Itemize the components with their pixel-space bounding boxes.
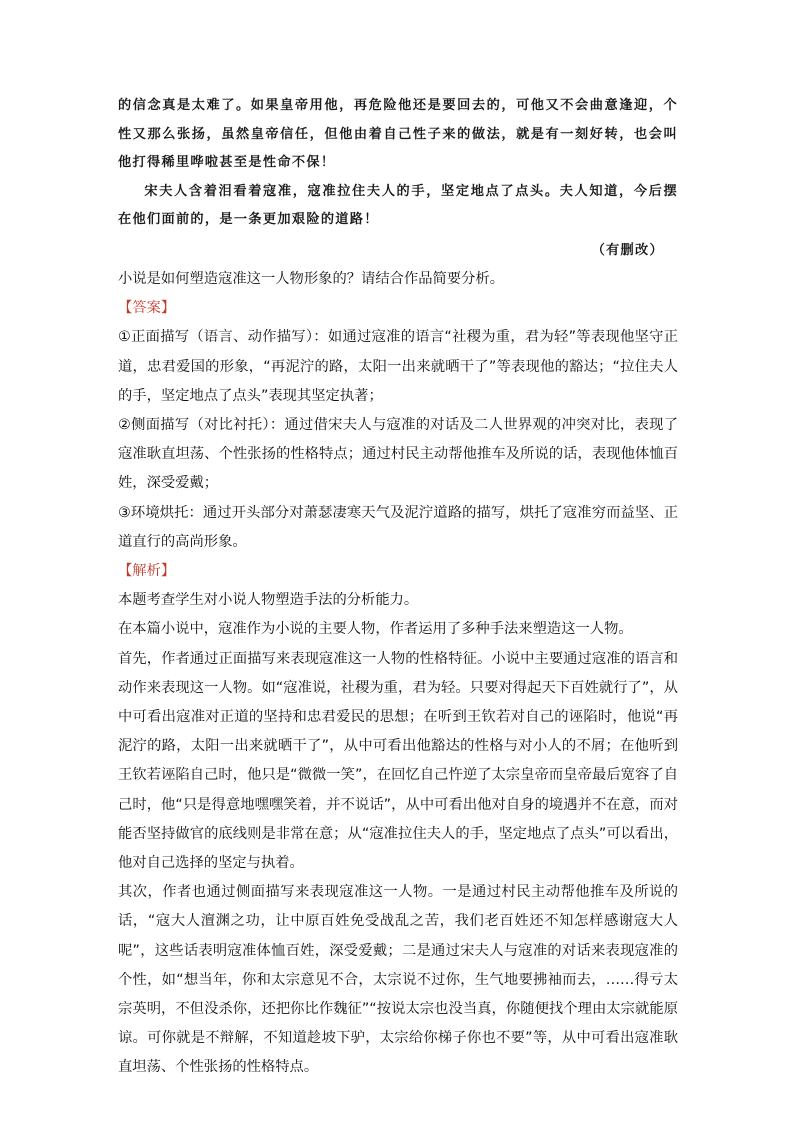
analysis-paragraph: 本题考查学生对小说人物塑造手法的分析能力。	[118, 592, 419, 609]
question-text: 小说是如何塑造寇准这一人物形象的？请结合作品简要分析。	[118, 271, 505, 287]
answer-item-3: ③环境烘托：通过开头部分对萧瑟凄寒天气及泥泞道路的描写，烘托了寇准穷而益坚、正道直行的高尚形象。	[118, 504, 678, 550]
analysis-paragraph: 其次，作者也通过侧面描写来表现寇准这一人物。一是通过村民主动帮他推车及所说的话，“寇大人澶渊之功，让中原百姓免受战乱之苦，我们老百姓还不知怎样感谢寇大人呢”，这些话表明寇准体恤百姓，深受爱戴；二是通过宋夫人与寇准的对话来表现寇准的个性，如“想当年，你和太宗意见不合，太宗说不过你，生气地要拂袖而去，……得亏太宗英明，不但没杀你，还把你比作魏征”“按说太宗也没当真，你随便找个理由太宗就能原谅。可你就是不辩解，不知道趁坡下驴，太宗给你梯子你也不要”等，从中可看出寇准耿直坦荡、个性张扬的性格特点。	[118, 884, 678, 1076]
excerpt-source-note: （有删改）	[591, 242, 664, 258]
answer-heading: 【答案】	[118, 300, 176, 317]
analysis-paragraph: 首先，作者通过正面描写来表现寇准这一人物的性格特征。小说中主要通过寇准的语言和动作来表现这一人物。如“寇准说，社稷为重，君为轻。只要对得起天下百姓就行了”，从中可看出寇准对正道的坚持和忠君爱民的思想；在听到王钦若对自己的诬陷时，他说“再泥泞的路，太阳一出来就晒干了”，从中可看出他豁达的性格与对小人的不屑；在他听到王钦若诬陷自己时，他只是“微微一笑”，在回忆自己忤逆了太宗皇帝而皇帝最后宽容了自己时，他“只是得意地嘿嘿笑着，并不说话”，从中可看出他对自身的境遇并不在意，而对能否坚持做官的底线则是非常在意；从“寇准拉住夫人的手，坚定地点了点头”可以看出，他对自己选择的坚定与执着。	[118, 650, 678, 872]
question-section	[118, 265, 678, 1083]
analysis-heading: 【解析】	[118, 563, 176, 580]
excerpt-paragraph: 的信念真是太难了。如果皇帝用他，再危险他还是要回去的，可他又不会曲意逢迎，个性又那么张扬，虽然皇帝信任，但他由着自己性子来的做法，就是有一刻好转，也会叫他打得稀里哗啦甚至是性命不保！	[118, 98, 678, 170]
document-page	[118, 92, 678, 1083]
answer-item-1: ①正面描写（语言、动作描写）：如通过寇准的语言“社稷为重，君为轻”等表现他坚守正道，忠君爱国的形象，“再泥泞的路，太阳一出来就晒干了”等表现他的豁达；“拉住夫人的手，坚定地点了点头”表现其坚定执著；	[118, 329, 678, 404]
answer-item-2: ②侧面描写（对比衬托）：通过借宋夫人与寇准的对话及二人世界观的冲突对比，表现了寇准耿直坦荡、个性张扬的性格特点；通过村民主动帮他推车及所说的话，表现他体恤百姓，深受爱戴；	[118, 417, 678, 492]
analysis-paragraph: 在本篇小说中，寇准作为小说的主要人物，作者运用了多种手法来塑造这一人物。	[118, 621, 633, 638]
story-excerpt	[118, 92, 678, 265]
excerpt-paragraph: 宋夫人含着泪看着寇准，寇准拉住夫人的手，坚定地点了点头。夫人知道，今后摆在他们面前的，是一条更加艰险的道路！	[118, 183, 678, 227]
